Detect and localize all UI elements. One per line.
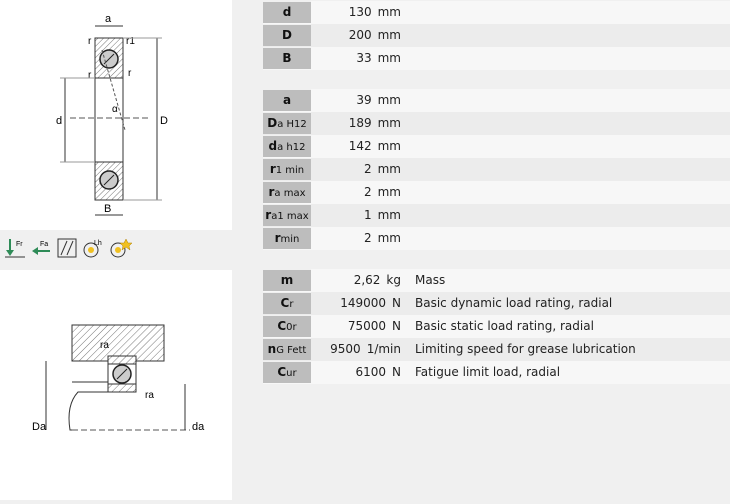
- mounting-cross-section-svg: [0, 270, 232, 500]
- parameter-symbol: [263, 181, 311, 203]
- parameter-value: [313, 89, 401, 112]
- table-row: [263, 1, 730, 24]
- symbol-subscript: min: [280, 234, 300, 245]
- symbol-main: r: [274, 231, 281, 245]
- parameter-value: [313, 315, 401, 338]
- value-number: 75000: [347, 319, 387, 333]
- mounting-dimension-drawing: [0, 270, 232, 500]
- dim-r1-label: r1: [126, 36, 135, 47]
- parameter-symbol: [263, 269, 311, 291]
- value-unit: mm: [377, 231, 401, 245]
- symbol-subscript: G Fett: [276, 345, 307, 356]
- bearing-feature-icons: [0, 232, 232, 262]
- dim-ra-label-bottom: ra: [145, 390, 154, 401]
- value-number: 189: [348, 116, 372, 130]
- parameter-description: Basic dynamic load rating, radial: [415, 296, 613, 310]
- parameter-value: [313, 361, 401, 384]
- value-number: 33: [356, 51, 372, 65]
- value-unit: mm: [377, 185, 401, 199]
- symbol-main: D: [267, 116, 278, 130]
- parameter-symbol: [263, 135, 311, 157]
- value-number: 1: [363, 208, 372, 222]
- symbol-subscript: a h12: [277, 142, 306, 153]
- table-row: [263, 181, 730, 204]
- symbol-main: B: [282, 51, 292, 65]
- value-unit: mm: [377, 139, 401, 153]
- value-number: 2: [363, 162, 372, 176]
- table-row: [263, 292, 730, 315]
- parameter-symbol: [263, 361, 311, 383]
- dim-r-label-2: r: [88, 70, 92, 81]
- radial-load-icon: [4, 237, 26, 259]
- sealed-icon: [108, 237, 132, 259]
- svg-text:Fa: Fa: [40, 241, 49, 248]
- value-unit: N: [392, 319, 401, 333]
- table-row: [263, 315, 730, 338]
- table-row: [263, 269, 730, 292]
- value-number: 142: [348, 139, 372, 153]
- parameter-symbol: [263, 292, 311, 314]
- dim-d-label: d: [56, 115, 63, 127]
- value-number: 200: [348, 28, 372, 42]
- table-row: [263, 204, 730, 227]
- symbol-main: n: [267, 342, 277, 356]
- dim-B-label: B: [104, 203, 112, 215]
- table-row: [263, 89, 730, 112]
- value-number: 39: [356, 93, 372, 107]
- value-unit: mm: [377, 162, 401, 176]
- dim-alpha-label: α: [112, 104, 118, 115]
- dim-Da-label: Da: [32, 421, 47, 433]
- performance-data-table: [263, 269, 730, 384]
- symbol-main: a: [282, 93, 292, 107]
- parameter-symbol: [263, 227, 311, 249]
- parameter-symbol: [263, 24, 311, 46]
- parameter-symbol: [263, 158, 311, 180]
- symbol-subscript: a H12: [277, 119, 307, 130]
- parameter-value: [313, 204, 401, 227]
- symbol-main: C: [280, 296, 290, 310]
- table-row: [263, 338, 730, 361]
- parameter-value: [313, 292, 401, 315]
- dim-a-label: a: [105, 13, 112, 25]
- value-number: 6100: [355, 365, 387, 379]
- svg-text:Fr: Fr: [16, 241, 23, 248]
- dim-da-label: da: [192, 421, 205, 433]
- symbol-main: m: [280, 273, 294, 287]
- value-unit: mm: [377, 51, 401, 65]
- dim-r-label-3: r: [128, 68, 132, 79]
- dim-ra-label-top: ra: [100, 340, 109, 351]
- parameter-symbol: [263, 112, 311, 134]
- parameter-symbol: [263, 1, 311, 23]
- parameter-value: [313, 1, 401, 24]
- value-unit: 1/min: [366, 342, 401, 356]
- symbol-main: C: [277, 319, 287, 333]
- symbol-subscript: a1 max: [271, 211, 309, 222]
- rating-life-icon: [82, 237, 104, 259]
- parameter-value: [313, 158, 401, 181]
- bearing-dimension-drawing: [0, 0, 232, 230]
- angular-contact-icon: [56, 237, 78, 259]
- svg-text:Lh: Lh: [94, 240, 102, 247]
- parameter-value: [313, 112, 401, 135]
- table-row: [263, 158, 730, 181]
- symbol-subscript: a max: [274, 188, 306, 199]
- mounting-dimensions-table: [263, 89, 730, 250]
- dim-D-label: D: [160, 115, 168, 127]
- value-number: 9500: [330, 342, 361, 356]
- value-unit: N: [392, 365, 401, 379]
- symbol-main: C: [277, 365, 287, 379]
- bearing-cross-section-svg: [0, 0, 232, 230]
- table-row: [263, 112, 730, 135]
- parameter-description: Fatigue limit load, radial: [415, 365, 561, 379]
- parameter-value: [313, 24, 401, 47]
- parameter-symbol: [263, 204, 311, 226]
- symbol-main: D: [282, 28, 292, 42]
- value-unit: mm: [377, 5, 401, 19]
- symbol-subscript: r: [289, 299, 294, 310]
- parameter-symbol: [263, 89, 311, 111]
- symbol-main: d: [282, 5, 292, 19]
- table-row: [263, 47, 730, 70]
- symbol-subscript: ur: [286, 368, 297, 379]
- value-number: 149000: [340, 296, 387, 310]
- parameter-description: Basic static load rating, radial: [415, 319, 594, 333]
- symbol-subscript: 0r: [286, 322, 297, 333]
- geometry-table: [263, 1, 730, 70]
- symbol-main: r: [269, 162, 276, 176]
- value-number: 2,62: [353, 273, 381, 287]
- value-number: 130: [348, 5, 372, 19]
- value-unit: kg: [386, 273, 401, 287]
- parameter-value: [313, 227, 401, 250]
- table-row: [263, 135, 730, 158]
- table-row: [263, 24, 730, 47]
- value-unit: N: [392, 296, 401, 310]
- value-number: 2: [363, 231, 372, 245]
- value-unit: mm: [377, 93, 401, 107]
- parameter-value: [313, 338, 401, 361]
- parameter-symbol: [263, 47, 311, 69]
- table-row: [263, 361, 730, 384]
- parameter-symbol: [263, 338, 311, 360]
- value-number: 2: [363, 185, 372, 199]
- symbol-subscript: 1 min: [275, 165, 305, 176]
- table-row: [263, 227, 730, 250]
- dim-r-label: r: [88, 36, 92, 47]
- parameter-value: [313, 269, 401, 292]
- parameter-value: [313, 181, 401, 204]
- parameter-symbol: [263, 315, 311, 337]
- parameter-description: Mass: [415, 273, 446, 287]
- parameter-value: [313, 135, 401, 158]
- parameter-value: [313, 47, 401, 70]
- value-unit: mm: [377, 116, 401, 130]
- value-unit: mm: [377, 208, 401, 222]
- symbol-main: d: [268, 139, 278, 153]
- axial-load-icon: [30, 237, 52, 259]
- symbol-main: r: [268, 185, 275, 199]
- value-unit: mm: [377, 28, 401, 42]
- parameter-description: Limiting speed for grease lubrication: [415, 342, 636, 356]
- symbol-main: r: [265, 208, 272, 222]
